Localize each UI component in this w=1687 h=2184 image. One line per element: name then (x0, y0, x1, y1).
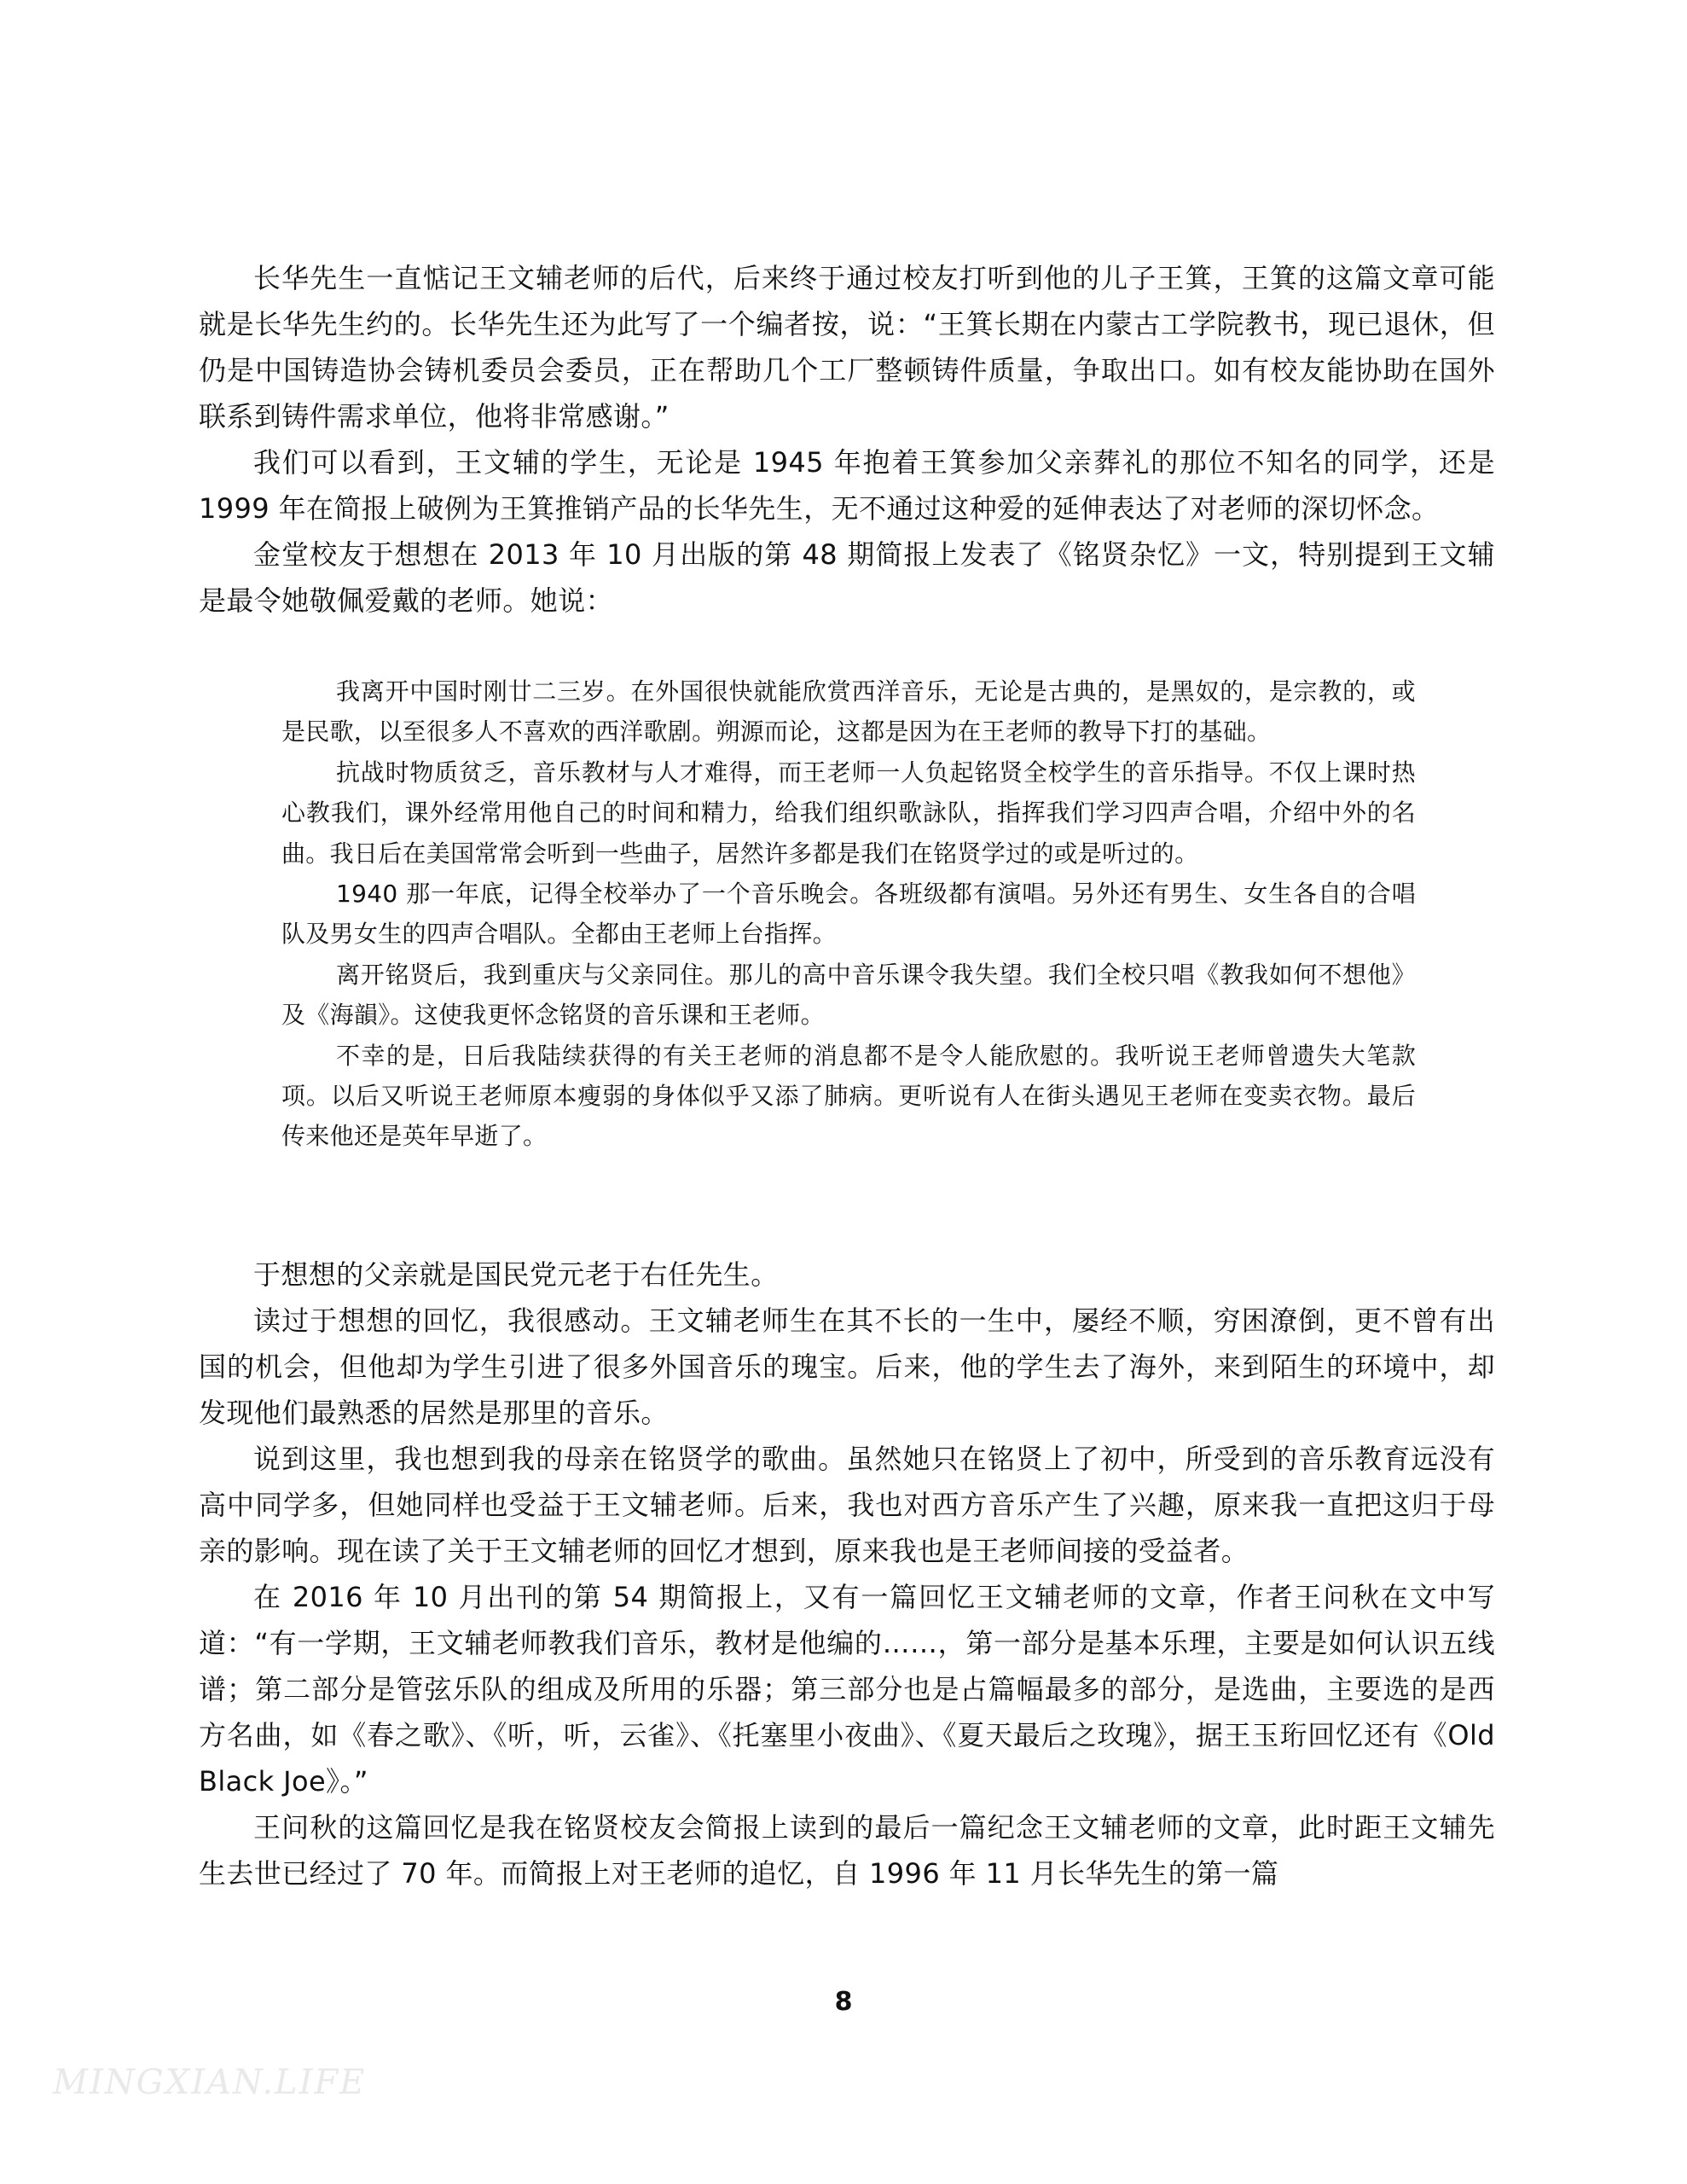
paragraph: 在 2016 年 10 月出刊的第 54 期简报上，又有一篇回忆王文辅老师的文章，作者王问秋在文中写道：“有一学期，王文辅老师教我们音乐，教材是他编的……，第一部分是基本乐理，主要是如何认识五线谱；第二部分是管弦乐队的组成及所用的乐器；第三部分也是占篇幅最多的部分，是选曲，主要选的是西方名曲，如《春之歌》、《听，听，云雀》、《托塞里小夜曲》、《夏天最后之玫瑰》，据王玉珩回忆还有《Old Black Joe》。” (199, 1581, 1495, 1798)
block-quote (281, 671, 1416, 1157)
quote-paragraph: 不幸的是，日后我陆续获得的有关王老师的消息都不是令人能欣慰的。我听说王老师曾遗失大笔款项。以后又听说王老师原本瘦弱的身体似乎又添了肺病。更听说有人在街头遇见王老师在变卖衣物。最后传来他还是英年早逝了。 (281, 1041, 1416, 1151)
quote-paragraph: 抗战时物质贫乏，音乐教材与人才难得，而王老师一人负起铭贤全校学生的音乐指导。不仅上课时热心教我们，课外经常用他自己的时间和精力，给我们组织歌詠队，指挥我们学习四声合唱，介绍中外的名曲。我日后在美国常常会听到一些曲子，居然许多都是我们在铭贤学过的或是听过的。 (281, 758, 1416, 868)
main-text-top (199, 255, 1495, 624)
paragraph: 于想想的父亲就是国民党元老于右任先生。 (253, 1258, 779, 1291)
quote-paragraph: 1940 那一年底，记得全校举办了一个音乐晚会。各班级都有演唱。另外还有男生、女生各自的合唱队及男女生的四声合唱队。全都由王老师上台指挥。 (281, 880, 1416, 949)
paragraph: 长华先生一直惦记王文辅老师的后代，后来终于通过校友打听到他的儿子王箕，王箕的这篇文章可能就是长华先生约的。长华先生还为此写了一个编者按，说：“王箕长期在内蒙古工学院教书，现已退休，但仍是中国铸造协会铸机委员会委员，正在帮助几个工厂整顿铸件质量，争取出口。如有校友能协助在国外联系到铸件需求单位，他将非常感谢。” (199, 262, 1495, 433)
paragraph: 说到这里，我也想到我的母亲在铭贤学的歌曲。虽然她只在铭贤上了初中，所受到的音乐教育远没有高中同学多，但她同样也受益于王文辅老师。后来，我也对西方音乐产生了兴趣，原来我一直把这归于母亲的影响。现在读了关于王文辅老师的回忆才想到，原来我也是王老师间接的受益者。 (199, 1443, 1495, 1567)
quote-paragraph: 离开铭贤后，我到重庆与父亲同住。那儿的高中音乐课令我失望。我们全校只唱《教我如何不想他》及《海韻》。这使我更怀念铭贤的音乐课和王老师。 (281, 960, 1416, 1030)
quote-paragraph: 我离开中国时刚廿二三岁。在外国很快就能欣赏西洋音乐，无论是古典的，是黑奴的，是宗教的，或是民歌，以至很多人不喜欢的西洋歌剧。朔源而论，这都是因为在王老师的教导下打的基础。 (281, 677, 1416, 746)
main-text-bottom (199, 1252, 1495, 1896)
paragraph: 我们可以看到，王文辅的学生，无论是 1945 年抱着王箕参加父亲葬礼的那位不知名的同学，还是 1999 年在简报上破例为王箕推销产品的长华先生，无不通过这种爱的延伸表达了对老师的深切怀念。 (199, 446, 1495, 525)
paragraph: 金堂校友于想想在 2013 年 10 月出版的第 48 期简报上发表了《铭贤杂忆》一文，特别提到王文辅是最令她敬佩爱戴的老师。她说： (199, 538, 1495, 617)
paragraph: 读过于想想的回忆，我很感动。王文辅老师生在其不长的一生中，屡经不顺，穷困潦倒，更不曾有出国的机会，但他却为学生引进了很多外国音乐的瑰宝。后来，他的学生去了海外，来到陌生的环境中，却发现他们最熟悉的居然是那里的音乐。 (199, 1304, 1495, 1429)
watermark: MINGXIAN.LIFE (53, 2063, 367, 2102)
paragraph: 王问秋的这篇回忆是我在铭贤校友会简报上读到的最后一篇纪念王文辅老师的文章，此时距王文辅先生去世已经过了 70 年。而简报上对王老师的追忆，自 1996 年 11 月长华先生的第一篇 (199, 1811, 1495, 1890)
page-number: 8 (834, 1987, 853, 2017)
